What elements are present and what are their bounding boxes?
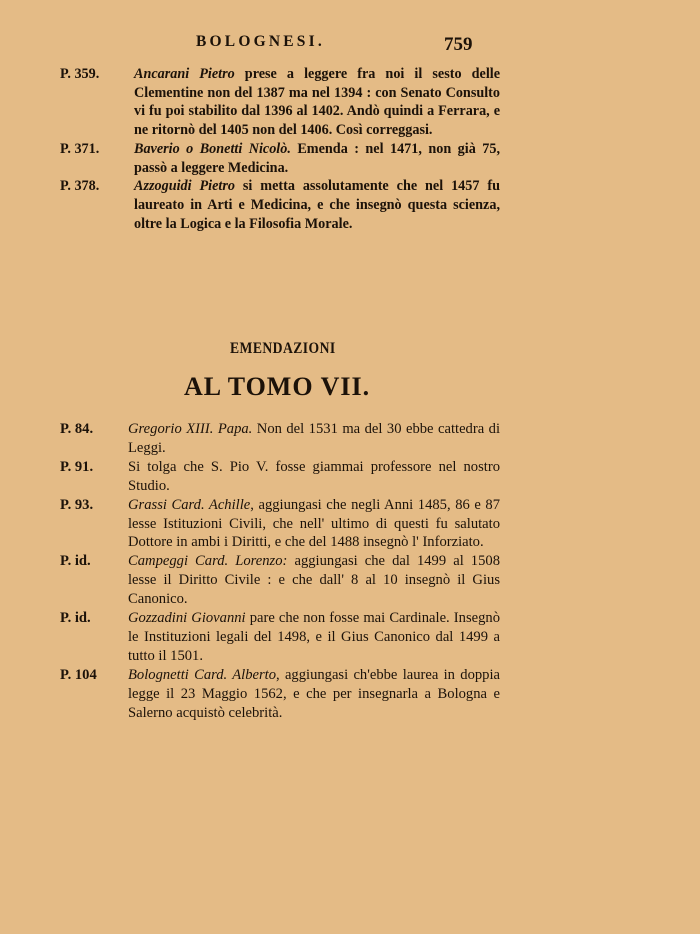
entry-ref: P. id. (60, 610, 91, 627)
entry-p359 (60, 65, 500, 140)
entry-text: Emenda : nel 1471, non già 75, passò a leggere Medicina. (134, 140, 500, 176)
entry-name: Grassi Card. Achille (128, 496, 251, 513)
entry-text: , aggiungasi che negli Anni 1485, 86 e 87 lesse Istituzioni Civili, che nell' ultimo di questi fu salutato Dottore in ambi i Diritti, e che del 1488 insegnò l' Inforziato. (128, 496, 500, 551)
entry-p84 (60, 420, 500, 458)
entry-name: Azzoguidi Pietro (134, 178, 235, 195)
entry-text: aggiungasi che dal 1499 al 1508 lesse il Diritto Civile : e che dall' 8 al 10 insegnò il Gius Canonico. (128, 553, 500, 608)
entry-ref: P. 91. (60, 458, 94, 475)
entry-text: prese a leggere fra noi il sesto delle Clementine non del 1387 ma nel 1394 : con Senato Consulto vi fu poi stabilito dal 1396 al 1402. Andò quindi a Ferrara, e ne ritornò del 1405 non del 1406. Così correggasi. (134, 66, 500, 139)
emendation-list-tomo-vii (60, 420, 500, 723)
entry-body (128, 458, 500, 496)
entry-ref: P. 371. (60, 140, 100, 157)
section-heading: AL TOMO VII. (184, 372, 371, 401)
entry-p93 (60, 496, 500, 553)
entry-body (128, 666, 500, 723)
entry-ref: P. id. (60, 553, 91, 570)
entry-pid-gozzadini (60, 609, 500, 666)
entry-body (128, 609, 500, 666)
entry-ref: P. 359. (60, 66, 100, 82)
page-number: 759 (444, 34, 473, 55)
entry-p91 (60, 458, 500, 496)
entry-ref: P. 84. (60, 421, 94, 437)
entry-text: pare che non fosse mai Cardinale. Insegnò le Instituzioni legali del 1498, e il Gius Canonico dal 1499 a tutto il 1501. (128, 610, 500, 664)
entry-p371 (60, 140, 500, 177)
entry-name: Baverio o Bonetti Nicolò. (134, 140, 291, 157)
entry-body (134, 140, 500, 177)
entry-ref: P. 104 (60, 666, 97, 683)
entry-text: , aggiungasi ch'ebbe laurea in doppia legge il 23 Maggio 1562, e che per insegnarla a Bologna e Salerno acquistò celebrità. (128, 666, 500, 721)
section-title: EMENDAZIONI (230, 340, 336, 357)
entry-body (128, 552, 500, 609)
entry-name: Gregorio XIII. Papa. (128, 421, 253, 437)
entry-body (134, 65, 500, 140)
entry-name: Bolognetti Card. Alberto (128, 666, 276, 683)
entry-p104 (60, 666, 500, 723)
entry-name: Campeggi Card. Lorenzo: (128, 553, 288, 570)
entry-name: Ancarani Pietro (134, 66, 235, 82)
entry-p378 (60, 177, 500, 233)
entry-body (128, 496, 500, 553)
entry-text: si metta assolutamente che nel 1457 fu laureato in Arti e Medicina, e che insegnò questa scienza, oltre la Logica e la Filosofia Morale. (134, 178, 500, 232)
entry-pid-campeggi (60, 552, 500, 609)
entry-ref: P. 93. (60, 496, 94, 513)
running-head: BOLOGNESI. (196, 33, 325, 50)
entry-text: Si tolga che S. Pio V. fosse giammai professore nel nostro Studio. (128, 458, 500, 494)
emendation-list-previous (60, 65, 500, 233)
entry-name: Gozzadini Giovanni (128, 610, 246, 627)
entry-text: Non del 1531 ma del 30 ebbe cattedra di Leggi. (128, 421, 501, 456)
entry-body (128, 420, 500, 458)
entry-body (134, 177, 500, 233)
entry-ref: P. 378. (60, 178, 100, 195)
